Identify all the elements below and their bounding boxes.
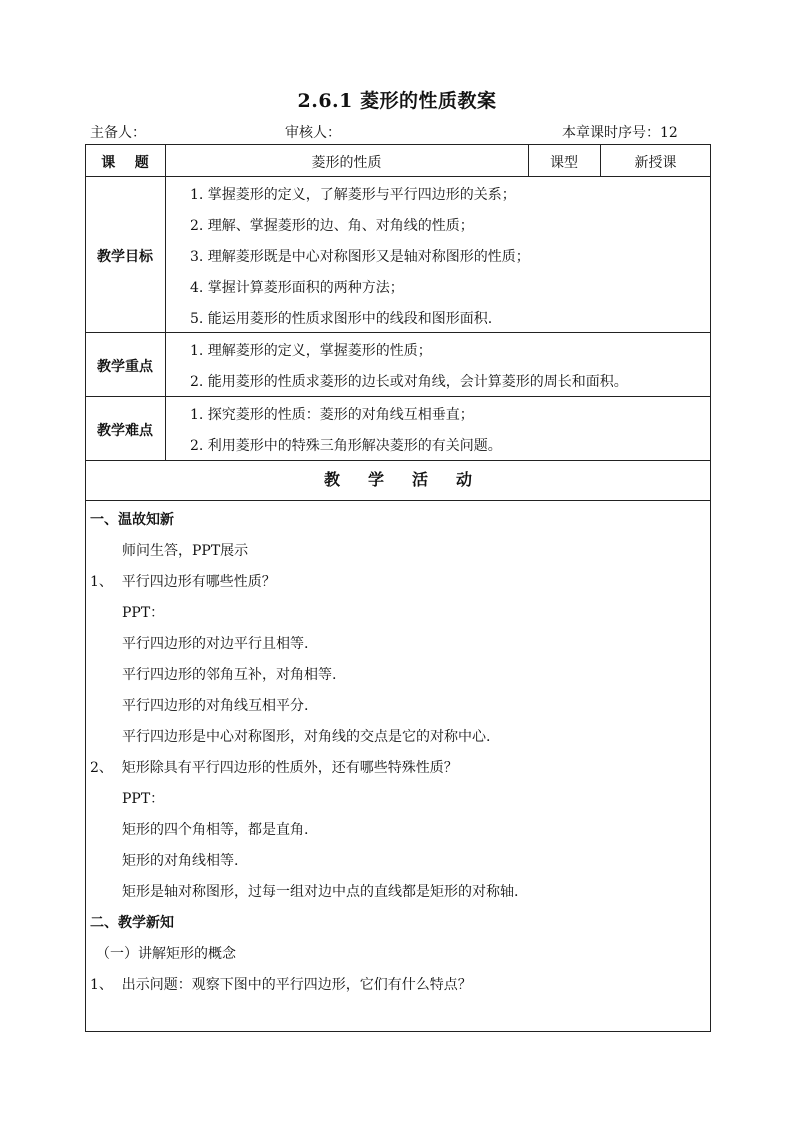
body-text: 平行四边形的邻角互补，对角相等. <box>122 667 337 683</box>
difficulties-label: 教学难点 <box>97 423 153 439</box>
activities-heading: 教学活动 <box>323 470 500 489</box>
body-text: 平行四边形是中心对称图形，对角线的交点是它的对称中心. <box>122 729 491 745</box>
row-divider <box>85 396 711 397</box>
objective-item: 1. 掌握菱形的定义，了解菱形与平行四边形的关系； <box>190 187 516 203</box>
difficulty-item: 2. 利用菱形中的特殊三角形解决菱形的有关问题。 <box>190 438 502 454</box>
question: 2、 矩形除具有平行四边形的性质外，还有哪些特殊性质？ <box>90 760 458 776</box>
key-point-item: 2. 能用菱形的性质求菱形的边长或对角线，会计算菱形的周长和面积。 <box>190 374 628 390</box>
ppt-label: PPT： <box>122 791 165 807</box>
row-divider <box>85 176 711 177</box>
key-points-label: 教学重点 <box>97 359 153 375</box>
preparer-label: 主备人： <box>90 125 146 141</box>
row-divider <box>85 500 711 501</box>
objective-item: 2. 理解、掌握菱形的边、角、对角线的性质； <box>190 218 474 234</box>
objective-item: 3. 理解菱形既是中心对称图形又是轴对称图形的性质； <box>190 249 530 265</box>
question: 1、 平行四边形有哪些性质？ <box>90 574 276 590</box>
difficulty-item: 1. 探究菱形的性质：菱形的对角线互相垂直； <box>190 407 474 423</box>
reviewer-label: 审核人： <box>285 125 341 141</box>
section-title: 一、温故知新 <box>90 512 174 528</box>
body-text: 矩形的四个角相等，都是直角. <box>122 822 309 838</box>
page-title: 2.6.1 菱形的性质教案 <box>297 90 497 112</box>
objectives-label: 教学目标 <box>97 249 153 265</box>
body-text: 矩形的对角线相等. <box>122 853 239 869</box>
topic-label: 课 题 <box>101 155 149 171</box>
type-value: 新授课 <box>634 155 677 171</box>
row-divider <box>85 332 711 333</box>
type-label: 课型 <box>550 155 578 171</box>
section-title: 二、教学新知 <box>90 915 174 931</box>
body-text: 平行四边形的对边平行且相等. <box>122 636 309 652</box>
subsection-title: （一）讲解矩形的概念 <box>96 946 236 962</box>
key-point-item: 1. 理解菱形的定义，掌握菱形的性质； <box>190 343 432 359</box>
lesson-number: 本章课时序号：12 <box>562 125 678 141</box>
body-text: 矩形是轴对称图形，过每一组对边中点的直线都是矩形的对称轴. <box>122 884 519 900</box>
question: 1、 出示问题：观察下图中的平行四边形，它们有什么特点？ <box>90 977 472 993</box>
objective-item: 4. 掌握计算菱形面积的两种方法； <box>190 280 404 296</box>
body-text: 平行四边形的对角线互相平分. <box>122 698 309 714</box>
objective-item: 5. 能运用菱形的性质求图形中的线段和图形面积. <box>190 311 493 327</box>
body-text: 师问生答，PPT展示 <box>122 543 249 559</box>
ppt-label: PPT： <box>122 605 165 621</box>
topic-value: 菱形的性质 <box>311 155 382 171</box>
column-divider <box>165 144 166 460</box>
